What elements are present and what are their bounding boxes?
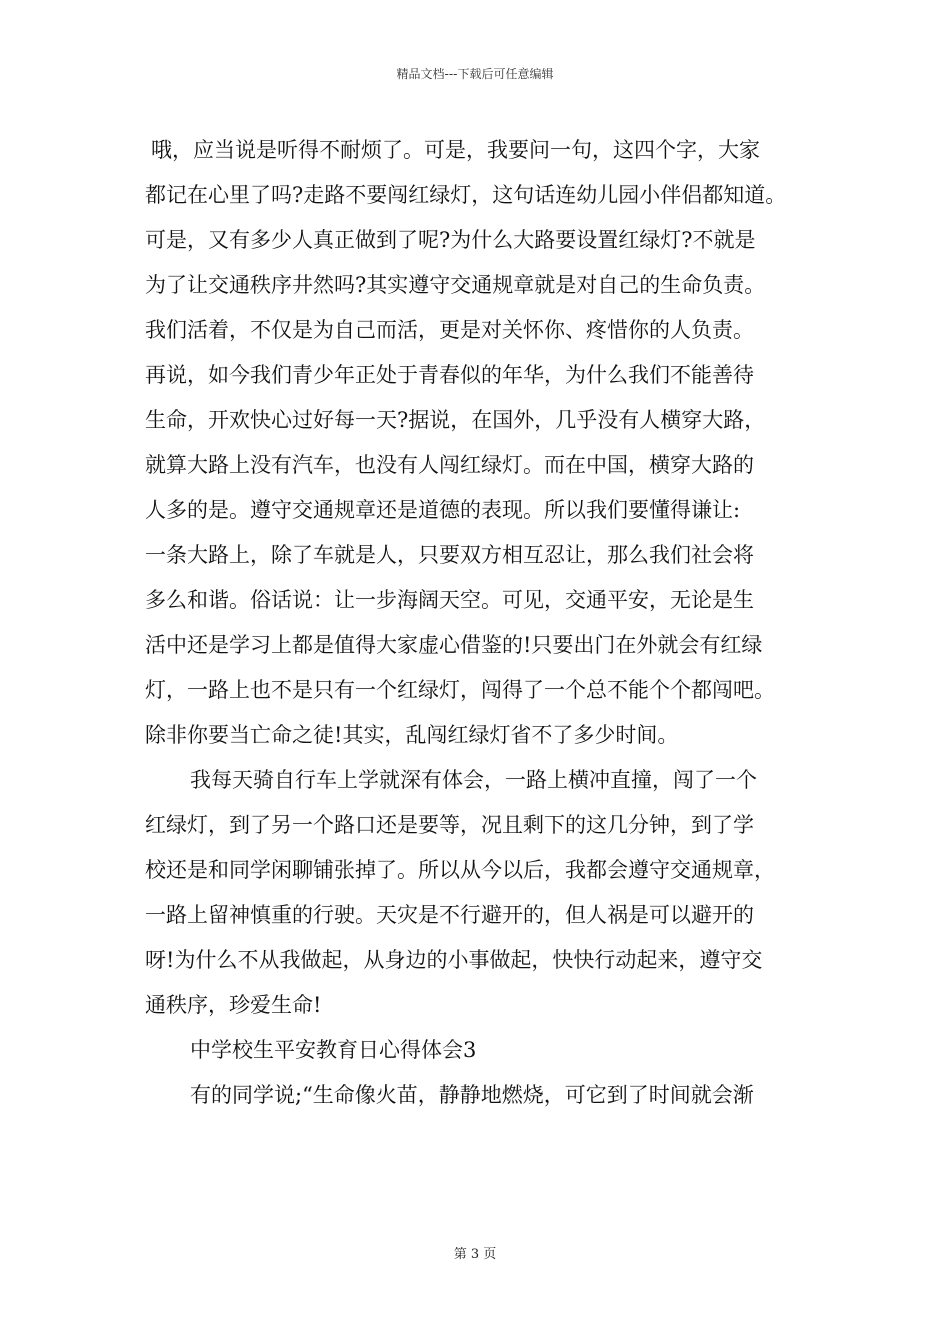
text-line: 除非你要当亡命之徒!其实，乱闯红绿灯省不了多少时间。 <box>145 723 679 747</box>
text-line: 活中还是学习上都是值得大家虚心借鉴的!只要出门在外就会有红绿 <box>145 633 763 657</box>
text-line: 校还是和同学闲聊铺张掉了。所以从今以后，我都会遵守交通规章， <box>145 858 775 882</box>
text-line: 多么和谐。俗话说：让一步海阔天空。可见，交通平安，无论是生 <box>145 588 754 612</box>
text-line: 生命，开欢快心过好每一天?据说，在国外，几乎没有人横穿大路， <box>145 408 766 432</box>
text-line: 灯，一路上也不是只有一个红绿灯，闯得了一个总不能个个都闯吧。 <box>145 678 775 702</box>
text-line: 为了让交通秩序井然吗?其实遵守交通规章就是对自己的生命负责。 <box>145 273 766 297</box>
text-line: 再说，如今我们青少年正处于青春似的年华，为什么我们不能善待 <box>145 363 754 387</box>
text-line: 都记在心里了吗?走路不要闯红绿灯，这句话连幼儿园小伴侣都知道。 <box>145 183 787 207</box>
text-line: 可是，又有多少人真正做到了呢?为什么大路要设置红绿灯?不就是 <box>145 228 756 252</box>
text-line: 一路上留神慎重的行驶。天灾是不行避开的，但人祸是可以避开的 <box>145 903 754 927</box>
text-line: 人多的是。遵守交通规章还是道德的表现。所以我们要懂得谦让: <box>145 498 741 522</box>
text-line: 红绿灯，到了另一个路口还是要等，况且剩下的这几分钟，到了学 <box>145 813 754 837</box>
text-line: 一条大路上，除了车就是人，只要双方相互忍让，那么我们社会将 <box>145 543 754 567</box>
page-footer: 第 3 页 <box>453 1247 497 1262</box>
paragraph-start-line: 我每天骑自行车上学就深有体会，一路上横冲直撞，闯了一个 <box>190 768 757 792</box>
text-line: 通秩序，珍爱生命! <box>145 993 322 1017</box>
text-line: 哦，应当说是听得不耐烦了。可是，我要问一句，这四个字，大家 <box>151 138 760 162</box>
document-body <box>145 128 815 1118</box>
text-line: 就算大路上没有汽车，也没有人闯红绿灯。而在中国，横穿大路的 <box>145 453 754 477</box>
section-heading: 中学校生平安教育日心得体会3 <box>190 1038 477 1062</box>
text-line: 呀!为什么不从我做起，从身边的小事做起，快快行动起来，遵守交 <box>145 948 763 972</box>
text-line: 我们活着，不仅是为自己而活，更是对关怀你、疼惜你的人负责。 <box>145 318 754 342</box>
paragraph-start-line: 有的同学说;“生命像火苗，静静地燃烧，可它到了时间就会渐 <box>190 1083 754 1107</box>
page-header: 精品文档---下载后可任意编辑 <box>396 67 554 81</box>
